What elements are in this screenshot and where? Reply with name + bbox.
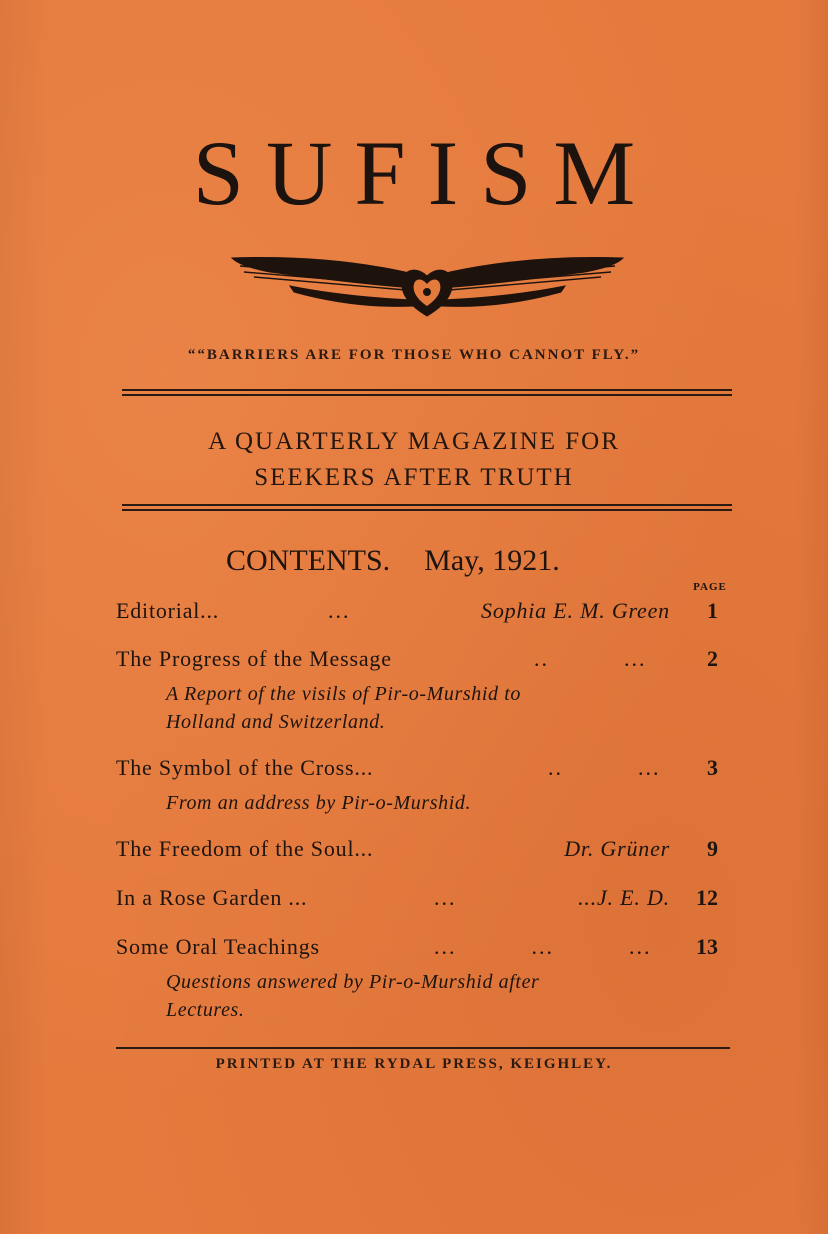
entry-page: 1 <box>707 598 718 623</box>
entry-page: 9 <box>707 836 718 861</box>
description-line: From an address by Pir-o-Murshid. <box>166 792 472 814</box>
entry-description <box>166 789 686 817</box>
page-column-label: PAGE <box>693 581 727 593</box>
entry-description <box>166 968 686 1024</box>
entry-title: The Symbol of the Cross... <box>116 755 374 780</box>
entry-author: Sophia E. M. Green <box>481 598 670 623</box>
subtitle-line-1: A QUARTERLY MAGAZINE FOR <box>208 428 620 455</box>
motto: ““BARRIERS ARE FOR THOSE WHO CANNOT FLY.” <box>187 347 641 363</box>
toc-entry <box>116 885 732 915</box>
description-line: Lectures. <box>166 999 245 1021</box>
toc-entry <box>116 598 732 628</box>
subtitle-line-2: SEEKERS AFTER TRUTH <box>254 464 574 491</box>
entry-author: ...J. E. D. <box>578 885 670 910</box>
magazine-title: SUFISM <box>192 122 658 224</box>
leader-dots: ... ... ... <box>434 934 652 959</box>
entry-title: The Freedom of the Soul... <box>116 836 374 861</box>
toc-entry <box>116 836 732 866</box>
toc-entry <box>116 646 732 676</box>
description-line: A Report of the visils of Pir-o-Murshid to <box>166 683 521 705</box>
description-line: Holland and Switzerland. <box>166 711 386 733</box>
entry-page: 2 <box>707 646 718 671</box>
entry-title: Some Oral Teachings <box>116 934 320 959</box>
issue-date: May, 1921. <box>424 544 560 577</box>
entry-title: In a Rose Garden ... <box>116 885 308 910</box>
contents-label: CONTENTS. <box>226 544 391 577</box>
entry-title: The Progress of the Message <box>116 646 392 671</box>
entry-page: 12 <box>696 885 718 910</box>
entry-description <box>166 680 686 736</box>
divider <box>116 1047 730 1049</box>
entry-title: Editorial... <box>116 598 220 623</box>
leader-dots: ... <box>434 885 457 910</box>
leader-dots: .. ... <box>548 755 661 780</box>
leader-dots: ... <box>328 598 351 623</box>
leader-dots: .. ... <box>534 646 647 671</box>
printer-imprint: PRINTED AT THE RYDAL PRESS, KEIGHLEY. <box>215 1056 613 1072</box>
entry-page: 3 <box>707 755 718 780</box>
entry-author: Dr. Grüner <box>564 836 670 861</box>
toc-entry <box>116 934 732 964</box>
description-line: Questions answered by Pir-o-Murshid after <box>166 971 540 993</box>
toc-entry <box>116 755 732 785</box>
entry-page: 13 <box>696 934 718 959</box>
